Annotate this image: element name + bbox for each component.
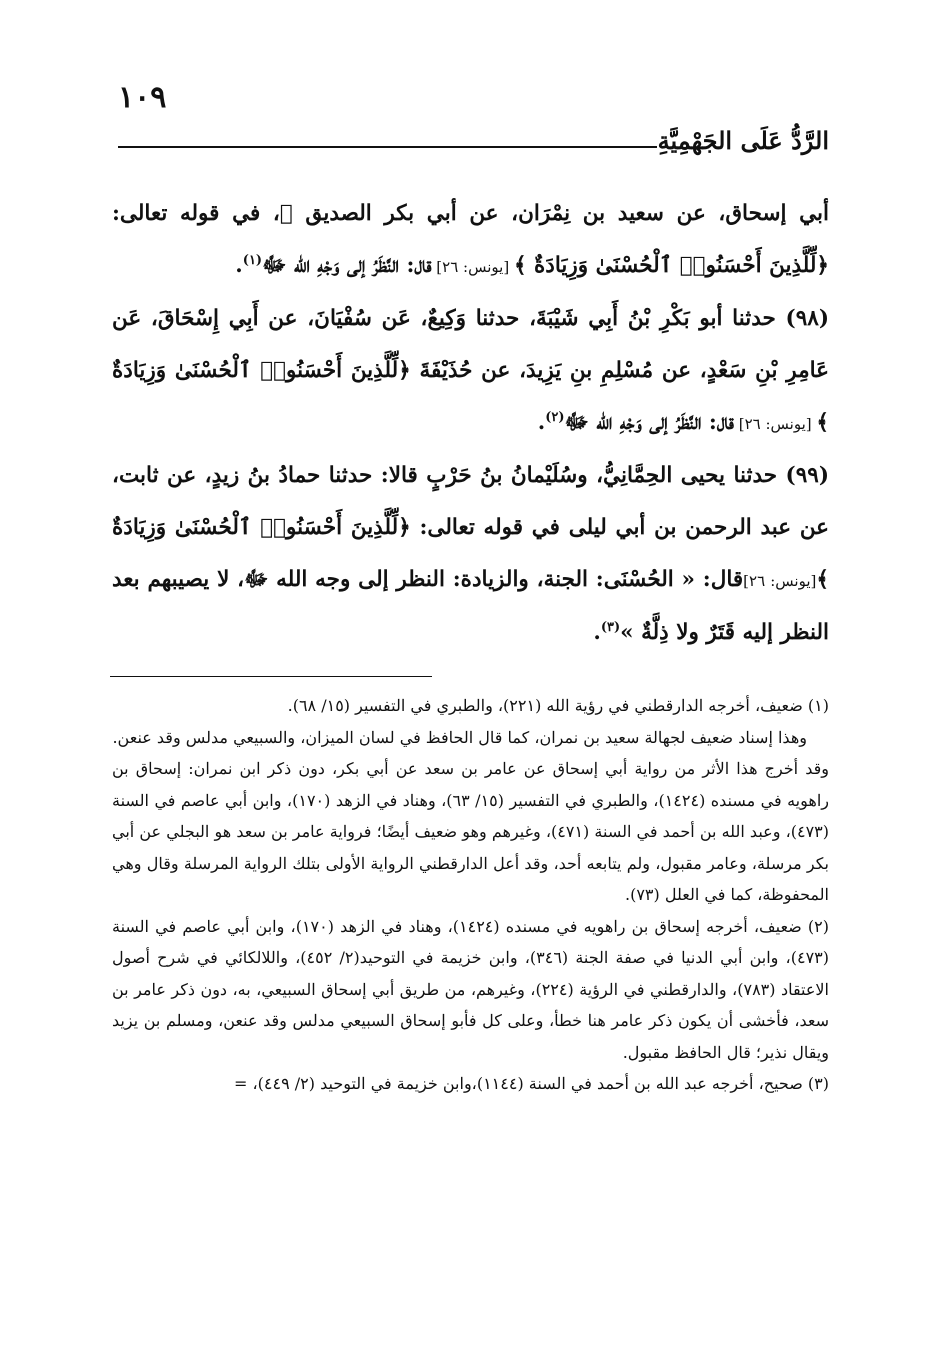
verse-reference: [يونس: ٢٦] [743,572,817,590]
paragraph-text: قال: النَّظَرُ إلى وَجْهِ الله ﷻ [262,253,432,278]
quran-verse: ﴿لِّلَّذِينَ أَحْسَنُوا۟ ٱلْحُسْنَىٰ وَزِيَادَةٌ ﴾ [112,358,829,435]
page-number: ١٠٩ [118,80,167,115]
paragraph-99 [112,450,829,659]
footnote-marker: (٢) [545,409,565,425]
paragraph-text: حدثنا أبو بَكْرِ بْنُ أَبِي شَيْبَةَ، حدثنا وَكِيعٌ، عَن سُفْيَانَ، عن أَبِي إِسْحَاقَ، عَن عَامِرِ بْنِ سَعْدٍ، عن مُسْلِمِ بنِ يَزِيدَ، عن حُذَيْفَةَ [112,306,830,383]
running-title: الرَّدُّ عَلَى الجَهْمِيَّةِ [657,126,829,155]
paragraph-text: أبي إسحاق، عن سعيد بن نِمْرَان، عن أبي بكر الصديق ﷺ، في قوله تعالى: [112,201,829,226]
footnote-2: (٢) ضعيف، أخرجه إسحاق بن راهويه في مسنده (١٤٢٤)، وهناد في الزهد (١٧٠)، وابن أبي عاصم في السنة (٤٧٣)، وابن أبي الدنيا في صفة الجنة (٣٤٦)، وابن خزيمة في التوحيد(٢/ ٤٥٢)، واللالكائي في شرح أصول الاعتقاد (٧٨٣)، والدارقطني في الرؤية (٢٢٤)، وغيرهم، من طريق أبي إسحاق السبيعي، به، دون ذكر عامر بن سعد، فأخشى أن يكون ذكر عامر هنا خطأ، وعلى كل فأبو إسحاق السبيعي مدلس وقد عنعن، ومسلم بن يزيد ويقال نذير؛ قال الحافظ مقبول. [112,916,830,1062]
footnote-1-continuation: وهذا إسناد ضعيف لجهالة سعيد بن نمران، كما قال الحافظ في لسان الميزان، والسبيعي مدلس وقد عنعن. [112,727,807,747]
header-rule [118,146,657,148]
footnote-3: (٣) صحيح، أخرجه عبد الله بن أحمد في السنة (١١٤٤)،وابن خزيمة في التوحيد (٢/ ٤٤٩)، = [234,1074,829,1093]
quran-verse: ﴿لِّلَّذِينَ أَحْسَنُوا۟ ٱلْحُسْنَىٰ وَزِيَادَةٌ ﴾ [112,515,829,592]
footnote-separator [110,676,432,677]
paragraph-end: . [593,620,601,645]
footnote-1: (١) ضعيف، أخرجه الدارقطني في رؤية الله (٢٢١)، والطبري في التفسير (١٥/ ٦٨). [287,696,829,715]
hadith-number: (٩٩) [785,463,829,488]
footnote-marker: (١) [242,252,263,268]
quran-verse: ﴿لِّلَّذِينَ أَحْسَنُوا۟ ٱلْحُسْنَىٰ وَزِيَادَةٌ ﴾ [513,253,829,278]
paragraph-end: . [537,410,546,435]
paragraph-end: . [235,253,243,278]
verse-reference: [يونس: ٢٦] [431,258,514,276]
paragraph-text: حدثنا يحيى الحِمَّانِيُّ، وسُلَيْمانُ بنُ حَرْبٍ قالا: حدثنا حمادُ بنُ زيدٍ، عن ثابت، عن عبد الرحمن بن أبي ليلى في قوله تعالى: [112,463,830,540]
paragraph-98 [112,293,829,450]
footnote-1-note: وقد أخرج هذا الأثر من رواية أبي إسحاق عن عامر بن سعد عن أبي بكر، دون ذكر ابن نمران: إسحاق بن راهويه في مسنده (١٤٢٤)، والطبري في التفسير (١٥/ ٦٣)، وهناد في الزهد (١٧٠)، وابن أبي عاصم في السنة (٤٧٣)، وعبد الله بن أحمد في السنة (٤٧١)، وغيرهم وهو ضعيف أيضًا؛ فرواية عامر بن سعد هو البجلي عن أبي بكر مرسلة، وعامر مقبول، ولم يتابعه أحد، وقد أعل الدارقطني الرواية الأولى بتلك الرواية المرسلة وقال وهي المحفوظة، كما في العلل (٧٣). [112,759,830,904]
main-text [112,188,829,659]
paragraph-text: قال: « الحُسْنَى: الجنة، والزيادة: النظر إلى وجه الله ﷻ، لا يصيبهم بعد النظر إليه قَتَرٌ ولا ذِلَّةٌ » [112,567,829,645]
paragraph-1 [112,188,829,293]
hadith-number: (٩٨) [785,306,829,331]
footnotes [112,690,829,1100]
paragraph-text: قال: النَّظَرُ إلى وَجْهِ الله ﷻ [564,410,734,435]
verse-reference: [يونس: ٢٦] [733,415,817,433]
footnote-marker: (٣) [600,619,621,635]
